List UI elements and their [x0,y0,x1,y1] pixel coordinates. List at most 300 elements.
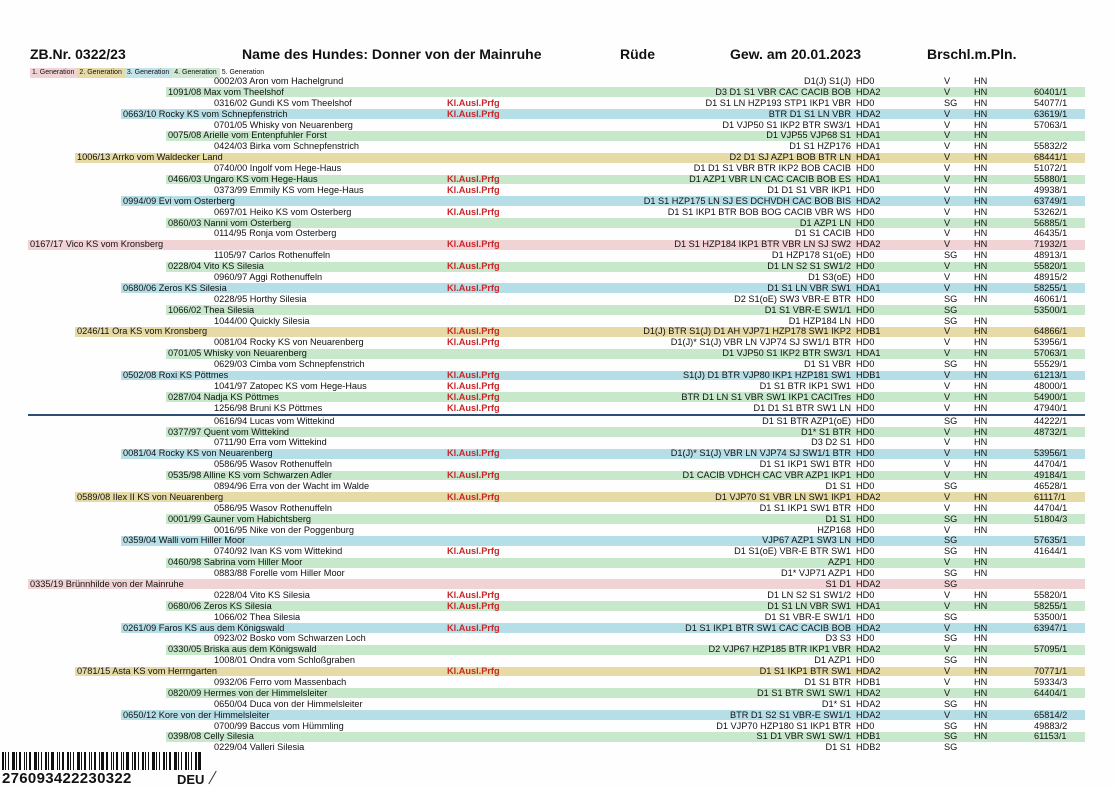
grade-cell: V [944,206,951,217]
titles-cell: D1 S1 LN HZP193 STP1 IKP1 VBR [705,97,851,108]
grade-cell: V [944,239,951,250]
hd-cell: HDB2 [856,742,881,753]
pedigree-row [0,416,1115,427]
titles-cell: D1 S1 VBR-E SW1/1 [764,611,851,622]
pedigree-row [0,261,1115,272]
pedigree-row [0,392,1115,403]
titles-cell: AZP1 [828,557,851,568]
hn-cell: HN [974,261,988,272]
barcode-bar [94,752,96,770]
barcode-bar [5,752,6,770]
titles-cell: D1 S1 IKP1 SW1 BTR [759,502,851,513]
grade-cell: SG [944,535,958,546]
dna-cell: 53262/1 [1034,206,1068,217]
hn-cell: HN [974,437,988,448]
hd-cell: HD0 [856,470,875,481]
barcode-bar [84,752,86,770]
legend-generation-1: 1. Generation [30,68,77,78]
dog-name-cell: 0994/09 Evi vom Osterberg [123,195,235,206]
hd-cell: HDA2 [856,239,881,250]
dog-name-cell: 0711/90 Erra vom Wittekind [214,437,327,448]
dna-cell: 48913/1 [1034,250,1068,261]
pedigree-row [0,688,1115,699]
titles-cell: D1 D1 S1 VBR IKP1 [767,184,851,195]
dog-name-cell: 0650/12 Kore von der Himmelsleiter [123,709,270,720]
hd-cell: HDA2 [856,698,881,709]
titles-cell: D1 VJP70 HZP180 S1 IKP1 BTR [716,720,851,731]
generation-band [75,492,1085,502]
pedigree-row [0,655,1115,666]
hn-cell: HN [974,391,988,402]
dog-name-cell: 0586/95 Wasov Rothenuffeln [214,502,332,513]
barcode-bar [121,752,122,770]
hd-cell: HD0 [856,655,875,666]
dna-cell: 64404/1 [1034,687,1068,698]
dog-name-cell: 1256/98 Bruni KS Pöttmes [214,402,323,413]
dna-cell: 55880/1 [1034,174,1068,185]
dog-name-cell: 0586/95 Wasov Rothenuffeln [214,459,332,470]
titles-cell: D1* VJP71 AZP1 [781,568,851,579]
grade-cell: V [944,470,951,481]
hn-cell: HN [974,108,988,119]
dna-cell: 70771/1 [1034,666,1068,677]
grade-cell: V [944,391,951,402]
dog-name-cell: 0246/11 Ora KS vom Kronsberg [77,326,208,337]
generation-band [28,579,1085,589]
hn-cell: HN [974,97,988,108]
hn-cell: HN [974,402,988,413]
hd-cell: HD0 [856,589,875,600]
barcode-bar [163,752,165,770]
grade-cell: SG [944,480,958,491]
grade-cell: V [944,380,951,391]
hd-cell: HD0 [856,502,875,513]
barcode-bar [34,752,37,770]
hd-cell: HD0 [856,391,875,402]
pedigree-row [0,109,1115,120]
barcode-bar [57,752,58,770]
dna-cell: 46061/1 [1034,293,1068,304]
hd-cell: HD0 [856,568,875,579]
breed-exam-cell: Kl.Ausl.Prfg [447,622,500,633]
grade-cell: V [944,184,951,195]
hn-cell: HN [974,272,988,283]
studbook-number: ZB.Nr. 0322/23 [30,46,126,62]
hd-cell: HD0 [856,76,875,86]
grade-cell: V [944,666,951,677]
grade-cell: V [944,491,951,502]
hn-cell: HN [974,731,988,742]
hd-cell: HDA1 [856,152,881,163]
dna-cell: 65814/2 [1034,709,1068,720]
grade-cell: V [944,272,951,283]
hd-cell: HDA1 [856,130,881,141]
dna-cell: 64866/1 [1034,326,1068,337]
dna-cell: 49184/1 [1034,470,1068,481]
pedigree-row [0,196,1115,207]
hn-cell: HN [974,491,988,502]
titles-cell: D1 AZP1 VBR LN CAC CACIB BOB ES [689,174,851,185]
grade-cell: SG [944,731,958,742]
breed-exam-cell: Kl.Ausl.Prfg [447,370,500,381]
dog-name-cell: 0883/88 Forelle vom Hiller Moor [214,568,345,579]
pedigree-row [0,601,1115,612]
titles-cell: D1(J) BTR S1(J) D1 AH VJP71 HZP178 SW1 IKP2 [643,326,851,337]
dog-name-cell: 0398/08 Celly Silesia [168,731,254,742]
breed-exam-cell: Kl.Ausl.Prfg [447,380,500,391]
hd-cell: HD0 [856,535,875,546]
titles-cell: D1 S1 BTR SW1 SW/1 [757,687,851,698]
grade-cell: V [944,217,951,228]
dog-name-cell: 0629/03 Cimba vom Schnepfenstrich [214,359,365,370]
grade-cell: V [944,326,951,337]
hn-cell: HN [974,250,988,261]
hn-cell: HN [974,459,988,470]
hn-cell: HN [974,589,988,600]
hd-cell: HD0 [856,415,875,426]
dog-name-cell: 0700/99 Baccus vom Hümmling [214,720,344,731]
grade-cell: V [944,76,951,86]
hn-cell: HN [974,152,988,163]
pedigree-row [0,612,1115,623]
dog-name-cell: 0081/04 Rocky KS von Neuarenberg [214,337,364,348]
hd-cell: HD0 [856,97,875,108]
hn-cell: HN [974,470,988,481]
barcode-bar [8,752,9,770]
titles-cell: D1 S1 LN VBR SW1 [767,600,851,611]
titles-cell: D3 S3 [825,633,851,644]
hd-cell: HD0 [856,359,875,370]
dna-cell: 61213/1 [1034,370,1068,381]
dna-cell: 51804/3 [1034,513,1068,524]
hn-cell: HN [974,206,988,217]
grade-cell: V [944,163,951,174]
hd-cell: HD0 [856,459,875,470]
titles-cell: D1 S3(oE) [808,272,851,283]
grade-cell: V [944,108,951,119]
hd-cell: HDA2 [856,709,881,720]
pedigree-row [0,174,1115,185]
dog-name-cell: 0820/09 Hermes von der Himmelsleiter [168,687,328,698]
generation-band [121,536,1085,546]
grade-cell: SG [944,742,958,753]
breed-exam-cell: Kl.Ausl.Prfg [447,448,500,459]
grade-cell: SG [944,568,958,579]
dog-name-cell: 0923/02 Bosko vom Schwarzen Loch [214,633,366,644]
barcode-bar [89,752,90,770]
barcode-bar [29,752,31,770]
dna-cell: 57095/1 [1034,644,1068,655]
pedigree-row [0,130,1115,141]
pedigree-row [0,76,1115,87]
pedigree-row [0,459,1115,470]
dna-cell: 54077/1 [1034,97,1068,108]
hn-cell: HN [974,348,988,359]
pedigree-row [0,152,1115,163]
pedigree-row [0,448,1115,459]
breed-exam-cell: Kl.Ausl.Prfg [447,239,500,250]
barcode [2,752,212,770]
barcode-bar [62,752,64,770]
pedigree-row [0,535,1115,546]
barcode-bar [38,752,39,770]
dog-name-cell: 0502/08 Roxi KS Pöttmes [123,370,229,381]
dog-name-cell: 0894/96 Erra von der Wacht im Walde [214,480,370,491]
hd-cell: HD0 [856,272,875,283]
dog-name-cell: 0359/04 Walli vom Hiller Moor [123,535,246,546]
pedigree-row [0,623,1115,634]
dog-name-cell: 0932/06 Ferro vom Massenbach [214,676,347,687]
dog-name-cell: 0960/97 Aggi Rothenuffeln [214,272,323,283]
hn-cell: HN [974,217,988,228]
titles-cell: D2 D1 SJ AZP1 BOB BTR LN [729,152,851,163]
hd-cell: HD0 [856,426,875,437]
pedigree-row [0,381,1115,392]
titles-cell: S1 D1 [825,578,851,589]
barcode-bar [19,752,21,770]
grade-cell: V [944,228,951,239]
titles-cell: VJP67 AZP1 SW3 LN [762,535,851,546]
dna-cell: 53956/1 [1034,448,1068,459]
barcode-bar [24,752,25,770]
titles-cell: D1 S1 VBR [804,359,851,370]
hd-cell: HD0 [856,546,875,557]
dna-cell: 55529/1 [1034,359,1068,370]
breed-exam-cell: Kl.Ausl.Prfg [447,600,500,611]
hn-cell: HN [974,141,988,152]
pedigree-row [0,370,1115,381]
dna-cell: 54900/1 [1034,391,1068,402]
pedigree-row [0,87,1115,98]
barcode-bar [126,752,129,770]
titles-cell: S1 D1 VBR SW1 SW/1 [756,731,851,742]
barcode-bar [152,752,155,770]
pedigree-row [0,294,1115,305]
hd-cell: HD0 [856,437,875,448]
dna-cell: 71932/1 [1034,239,1068,250]
barcode-bar [134,752,136,770]
pedigree-row [0,305,1115,316]
dog-name-cell: 0261/09 Faros KS aus dem Königswald [123,622,285,633]
dog-name-cell: 0663/10 Rocky KS vom Schnepfenstrich [123,108,288,119]
hn-cell: HN [974,337,988,348]
grade-cell: V [944,86,951,97]
pedigree-row [0,437,1115,448]
dna-cell: 56885/1 [1034,217,1068,228]
titles-cell: D1 S1 IKP1 BTR BOB BOG CACIB VBR WS [667,206,851,217]
breed-exam-cell: Kl.Ausl.Prfg [447,184,500,195]
grade-cell: V [944,687,951,698]
dog-name-cell: 0330/05 Briska aus dem Königswald [168,644,317,655]
hd-cell: HD0 [856,448,875,459]
grade-cell: V [944,174,951,185]
grade-cell: SG [944,698,958,709]
pedigree-row [0,326,1115,337]
pedigree-row [0,568,1115,579]
dog-name-cell: 0228/04 Vito KS Silesia [214,589,310,600]
hd-cell: HD0 [856,206,875,217]
grade-cell: SG [944,415,958,426]
titles-cell: D1 S1 HZP176 [789,141,851,152]
hd-cell: HD0 [856,184,875,195]
dna-cell: 57063/1 [1034,348,1068,359]
hn-cell: HN [974,546,988,557]
grade-cell: V [944,622,951,633]
titles-cell: D1 S1 CACIB [794,228,851,239]
pedigree-row [0,403,1115,414]
barcode-bar [48,752,49,770]
dog-name-cell: 0016/95 Nike von der Poggenburg [214,524,354,535]
pedigree-row [0,239,1115,250]
dna-cell: 63947/1 [1034,622,1068,633]
dna-cell: 48732/1 [1034,426,1068,437]
dna-cell: 61153/1 [1034,731,1067,742]
barcode-bar [41,752,42,770]
dna-cell: 44704/1 [1034,502,1068,513]
barcode-bar [45,752,47,770]
dog-name-cell: 0424/03 Birka vom Schnepfenstrich [214,141,360,152]
dog-name-cell: 0697/01 Heiko KS vom Osterberg [214,206,352,217]
dog-name-cell: 0002/03 Aron vom Hachelgrund [214,76,344,86]
hn-cell: HN [974,676,988,687]
country-code: DEU [177,772,205,787]
hd-cell: HDB1 [856,676,881,687]
hd-cell: HDA1 [856,600,881,611]
hn-cell: HN [974,228,988,239]
hn-cell: HN [974,557,988,568]
dog-name-cell: 1006/13 Arrko vom Waldecker Land [77,152,223,163]
hn-cell: HN [974,709,988,720]
titles-cell: D1 HZP178 S1(oE) [771,250,851,261]
pedigree-row [0,514,1115,525]
hd-cell: HD0 [856,524,875,535]
grade-cell: V [944,119,951,130]
grade-cell: V [944,261,951,272]
dna-cell: 61117/1 [1034,491,1066,502]
titles-cell: D1 AZP1 LN [799,217,851,228]
dna-cell: 63619/1 [1034,108,1068,119]
dna-cell: 47940/1 [1034,402,1068,413]
grade-cell: SG [944,97,958,108]
pedigree-row [0,579,1115,590]
hd-cell: HDA2 [856,86,881,97]
grade-cell: SG [944,315,958,326]
dna-cell: 48000/1 [1034,380,1068,391]
titles-cell: BTR D1 LN S1 VBR SW1 IKP1 CACITres [681,391,851,402]
titles-cell: D1 S1 [825,480,851,491]
grade-cell: V [944,709,951,720]
hn-cell: HN [974,293,988,304]
dna-cell: 57063/1 [1034,119,1068,130]
generation-band [121,371,1085,381]
grade-cell: V [944,348,951,359]
grade-cell: V [944,524,951,535]
grade-cell: SG [944,720,958,731]
barcode-bar [142,752,144,770]
pedigree-row [0,710,1115,721]
hd-cell: HDA1 [856,141,881,152]
grade-cell: V [944,130,951,141]
titles-cell: D1* S1 [821,698,851,709]
hn-cell: HN [974,380,988,391]
hd-cell: HD0 [856,480,875,491]
barcode-bar [156,752,157,770]
dog-name-cell: 1066/02 Thea Silesia [214,611,301,622]
document-header [0,46,1115,68]
legend-generation-2: 2. Generation [77,68,124,78]
hn-cell: HN [974,239,988,250]
barcode-bar [51,752,54,770]
hd-cell: HDA2 [856,687,881,698]
titles-cell: D1 D1 S1 BTR SW1 LN [753,402,851,413]
hd-cell: HD0 [856,633,875,644]
dna-cell: 41644/1 [1034,546,1068,557]
generation-band [121,283,1085,293]
hd-cell: HD0 [856,337,875,348]
coat-color: Brschl.m.Pln. [927,46,1017,62]
pedigree-row [0,492,1115,503]
hn-cell: HN [974,76,988,86]
barcode-bar [148,752,149,770]
pedigree-row [0,721,1115,732]
pedigree-row [0,525,1115,536]
hn-cell: HN [974,195,988,206]
dog-name-cell: 0701/05 Whisky von Neuarenberg [168,348,307,359]
pedigree-row [0,316,1115,327]
dna-cell: 49883/2 [1034,720,1068,731]
hd-cell: HD0 [856,380,875,391]
hd-cell: HD0 [856,513,875,524]
dna-cell: 46435/1 [1034,228,1068,239]
grade-cell: SG [944,359,958,370]
grade-cell: SG [944,546,958,557]
hd-cell: HD0 [856,720,875,731]
hn-cell: HN [974,666,988,677]
hn-cell: HN [974,184,988,195]
dog-name-cell: 0114/95 Ronja vom Osterberg [214,228,337,239]
barcode-bar [77,752,80,770]
grade-cell: SG [944,293,958,304]
dna-cell: 59334/3 [1034,676,1068,687]
hn-cell: HN [974,282,988,293]
dna-cell: 55820/1 [1034,589,1068,600]
grade-cell: SG [944,655,958,666]
titles-cell: D1 S1 BTR IKP1 SW1 [759,380,851,391]
titles-cell: D2 S1(oE) SW3 VBR-E BTR [734,293,851,304]
hd-cell: HDA2 [856,666,881,677]
pedigree-row [0,228,1115,239]
dog-name-cell: 0781/15 Asta KS vom Herrngarten [77,666,217,677]
barcode-bar [195,752,197,770]
titles-cell: D1* S1 BTR [800,426,851,437]
dna-cell: 63749/1 [1034,195,1068,206]
hn-cell: HN [974,502,988,513]
dog-name-cell: 1066/02 Thea Silesia [168,304,255,315]
barcode-bar [198,752,201,770]
titles-cell: D3 D1 S1 VBR CAC CACIB BOB [715,86,851,97]
pedigree-row [0,185,1115,196]
hn-cell: HN [974,315,988,326]
legend-generation-3: 3. Generation [125,68,172,78]
grade-cell: V [944,448,951,459]
hd-cell: HDB1 [856,370,881,381]
pedigree-row [0,557,1115,568]
barcode-bar [81,752,82,770]
barcode-bar [181,752,182,770]
titles-cell: D1(J)* S1(J) VBR LN VJP74 SJ SW1/1 BTR [670,448,851,459]
grade-cell: V [944,402,951,413]
barcode-bar [26,752,27,770]
